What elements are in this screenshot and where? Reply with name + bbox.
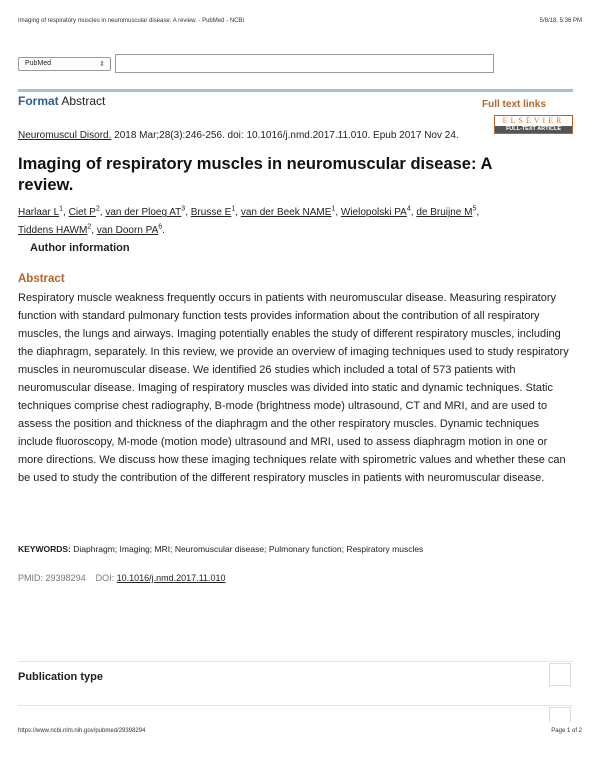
- author-item: Harlaar $L^1$,: [18, 206, 69, 219]
- abstract-text: Respiratory muscle weakness frequently occurs in patients with neuromuscular disease. Measuring respiratory function with standard pulmonary function tests provides information about the contribution of all respiratory muscles, the lungs and airways. Imaging potentially enables the study of different respiratory muscles, including the diaphragm, separately. In this review, we provide an overview of imaging techniques used to study respiratory muscles in neuromuscular disease. We identified 26 studies which included a total of 573 patients with neuromuscular disease. Imaging of respiratory muscles was divided into static and dynamic techniques. Static techniques comprise chest radiography, B-mode (brightness mode) ultrasound, CT and MRI, and are used to assess the position and thickness of the diaphragm and the other respiratory muscles. Dynamic techniques include fluoroscopy, M-mode (motion mode) ultrasound and MRI, used to assess diaphragm motion in one or more directions. We discuss how these imaging techniques relate with spirometric values and whether these can be used to study the contribution of the different respiratory muscles in patients with neuromuscular disease.: [18, 292, 569, 484]
- print-footer-url: https://www.ncbi.nlm.nih.gov/pubmed/29398294: [18, 728, 146, 734]
- author-link[interactable]: Harlaar L: [18, 207, 60, 219]
- author-affiliation: 2: [95, 206, 100, 213]
- print-header-title: Imaging of respiratory muscles in neuromuscular disease: A review. - PubMed - NCBI: [18, 18, 245, 24]
- select-arrows-icon: ⇕: [99, 61, 105, 68]
- author-affiliation: 1: [231, 206, 236, 213]
- citation-details: 2018 Mar;28(3):246-256. doi: 10.1016/j.nmd.2017.11.010. Epub 2017 Nov 24.: [111, 130, 459, 141]
- abstract-heading: Abstract: [18, 273, 65, 285]
- expand-toggle-icon[interactable]: [549, 707, 571, 723]
- header-divider: [18, 89, 573, 92]
- author-affiliation: 6: [158, 223, 163, 231]
- pmid-value: 29398294: [45, 573, 86, 583]
- author-link[interactable]: Ciet P: [68, 207, 96, 219]
- database-select[interactable]: [18, 57, 111, 71]
- author-link[interactable]: de Bruijne M: [416, 207, 473, 219]
- doi-link[interactable]: 10.1016/j.nmd.2017.11.010: [116, 573, 226, 583]
- author-link[interactable]: Brusse E: [190, 207, 232, 219]
- keywords-label: KEYWORDS:: [18, 544, 71, 554]
- article-title: Imaging of respiratory muscles in neuromuscular disease: A review.: [18, 155, 492, 194]
- identifiers: [18, 573, 226, 583]
- keywords-text: Diaphragm; Imaging; MRI; Neuromuscular disease; Pulmonary function; Respiratory muscles: [70, 544, 424, 554]
- doi-label: DOI:: [95, 573, 115, 583]
- author-item: Brusse $E^1$,: [190, 206, 241, 219]
- elsevier-subtitle: FULL-TEXT ARTICLE: [495, 126, 572, 133]
- print-header-datetime: 5/8/18, 5:36 PM: [539, 18, 582, 24]
- format-indicator: [18, 94, 105, 108]
- search-bar: [18, 54, 494, 73]
- expand-toggle-icon[interactable]: [549, 663, 571, 686]
- author-link[interactable]: Wielopolski PA: [340, 207, 407, 219]
- author-link[interactable]: van der Ploeg AT: [105, 207, 182, 219]
- author-list: [18, 203, 578, 239]
- pmid-label: PMID:: [18, 573, 44, 583]
- elsevier-full-text-button[interactable]: [494, 115, 573, 134]
- section-divider: [18, 661, 573, 662]
- database-select-value: PubMed: [25, 60, 52, 67]
- section-divider: [18, 705, 573, 706]
- format-value: Abstract: [61, 94, 106, 108]
- print-footer-page: Page 1 of 2: [551, 728, 582, 734]
- publication-type-heading[interactable]: Publication type: [18, 671, 103, 683]
- author-affiliation: 4: [406, 206, 411, 213]
- author-affiliation: 3: [181, 206, 186, 213]
- author-affiliation: 2: [87, 223, 92, 231]
- full-text-links-heading: Full text links: [482, 99, 546, 110]
- author-affiliation: 5: [472, 206, 477, 213]
- citation: [18, 130, 459, 141]
- print-footer: [18, 728, 582, 734]
- author-item: Wielopolski $PA^4$,: [340, 206, 417, 219]
- author-link[interactable]: Tiddens HAWM: [18, 225, 88, 237]
- author-link[interactable]: van der Beek NAME: [240, 207, 332, 219]
- author-item: van der Beek NAME$^1$,: [240, 206, 341, 219]
- author-item: Ciet $P^2$,: [68, 206, 106, 219]
- elsevier-brand: ELSEVIER: [502, 116, 565, 125]
- author-information-toggle[interactable]: Author information: [30, 242, 130, 254]
- search-input[interactable]: [115, 54, 494, 73]
- author-item: Tiddens HAWM$^2$,: [18, 223, 97, 237]
- author-item: van der Ploeg $AT^3$,: [105, 206, 191, 219]
- print-header: [18, 18, 582, 24]
- format-label[interactable]: Format: [18, 94, 59, 108]
- keywords: [18, 544, 423, 554]
- author-item: de Bruijne $M^5$,: [416, 206, 480, 219]
- author-item: van Doorn $PA^6$.: [96, 223, 165, 237]
- author-link[interactable]: van Doorn PA: [96, 225, 159, 237]
- journal-link[interactable]: Neuromuscul Disord.: [18, 130, 112, 141]
- author-affiliation: 1: [59, 206, 64, 213]
- author-affiliation: 1: [331, 206, 336, 213]
